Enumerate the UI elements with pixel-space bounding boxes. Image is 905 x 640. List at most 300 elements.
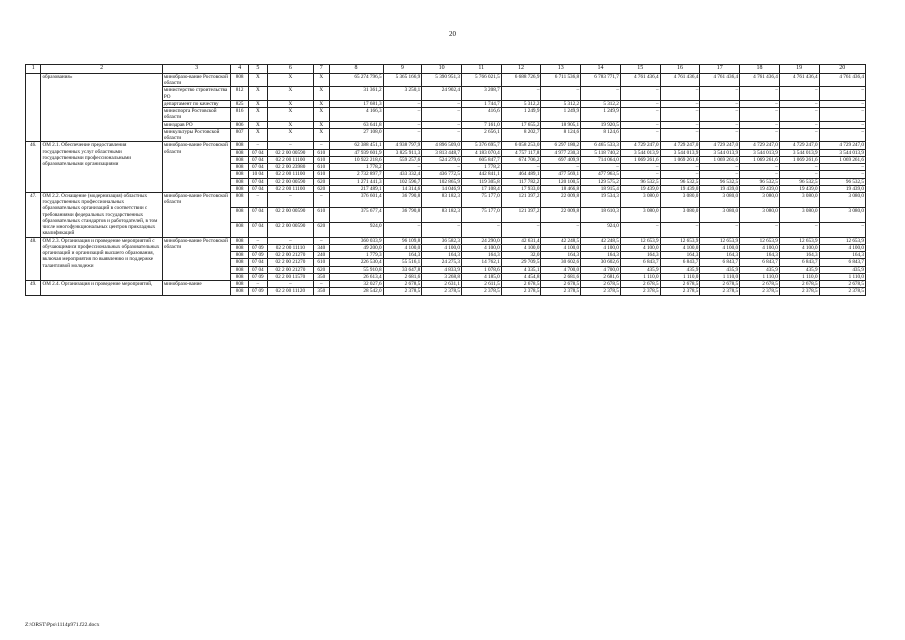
cell: 96 532,5 [779,178,819,185]
cell: 226 530,4 [329,259,383,266]
cell: 42 631,4 [501,237,541,244]
cell: 10 04 [248,171,267,178]
cell: – [248,237,267,244]
cell: 436 772,5 [422,171,462,178]
cell: 4 761 436,4 [740,74,780,87]
cell: – [819,128,865,141]
cell: 1 110,0 [660,273,700,280]
cell: 808 [231,252,249,259]
cell: 4 729 247,0 [819,142,865,149]
col-header: 16 [660,65,700,74]
cell: 4 729 247,0 [740,142,780,149]
cell: 1 249,9 [581,108,621,121]
cell: 477 569,1 [541,171,581,178]
cell: 2 656,1 [461,128,501,141]
cell: – [541,222,581,237]
cell: 121 397,2 [501,207,541,222]
cell: – [660,222,700,237]
cell: X [248,100,267,107]
cell: 1 779,3 [329,252,383,259]
cell: 6 783 771,7 [581,74,621,87]
cell: 5 312,2 [541,100,581,107]
cell: – [422,121,462,128]
cell: 164,3 [819,252,865,259]
cell: 55 910,8 [329,266,383,273]
cell: 610 [314,171,329,178]
cell: X [314,121,329,128]
cell: – [700,87,740,100]
executor: минобразо-вание Ростовской области [162,74,230,87]
col-header: 14 [581,65,621,74]
cell: 8 202,7 [501,128,541,141]
executor: минобразо-вание [162,281,230,295]
table-row [26,281,866,288]
cell: 714 064,0 [581,156,621,163]
executor: министерство строительства РО [162,87,230,100]
row-number: 49. [26,281,41,295]
cell: 435,9 [660,266,700,273]
cell: 2 378,5 [779,288,819,295]
cell: 4 100,0 [779,244,819,251]
measure-name: ОМ 2.3. Организация и проведение мероприятий с обучающимися профессиональных образовательных организаций и организаций высшего образования, включая мероприятия по выявлению и поддержке талантливой молодежи [41,237,162,280]
cell: 2 378,5 [461,288,501,295]
cell: – [660,171,700,178]
cell: X [267,100,313,107]
cell: 4 700,0 [581,266,621,273]
cell: 4 166,3 [329,108,383,121]
cell: – [422,164,462,171]
cell: – [740,100,780,107]
cell: 808 [231,142,249,149]
cell: 2 681,6 [383,273,422,280]
cell: 22 009,8 [541,207,581,222]
executor: миниспорта Ростовской области [162,108,230,121]
col-header: 18 [740,65,780,74]
cell: X [267,108,313,121]
cell: 96 532,5 [819,178,865,185]
cell: 2 678,5 [779,281,819,288]
cell: 07 04 [248,185,267,192]
cell: 18 466,8 [541,185,581,192]
cell: 4 185,0 [461,273,501,280]
cell: 22 009,8 [541,192,581,207]
cell: – [819,108,865,121]
cell: – [314,142,329,149]
cell: 30 602,6 [541,259,581,266]
cell: – [740,222,780,237]
cell: 808 [231,222,249,237]
cell: – [314,237,329,244]
cell: 30 602,6 [581,259,621,266]
cell: 697 409,9 [541,156,581,163]
cell: 610 [314,149,329,156]
cell: 164,3 [581,252,621,259]
cell: 350 [314,273,329,280]
cell: 2 611,5 [461,281,501,288]
cell: 42 248,5 [581,237,621,244]
cell: 07 04 [248,178,267,185]
cell: – [248,142,267,149]
cell: 4 729 247,0 [660,142,700,149]
cell: 6 843,7 [779,259,819,266]
cell: 825 [231,100,249,107]
cell: – [660,121,700,128]
cell: 49 200,0 [329,244,383,251]
col-header: 15 [620,65,660,74]
cell: 120 100,5 [541,178,581,185]
row-number: 48. [26,237,41,280]
executor: минобразо-вание Ростовской области [162,142,230,193]
cell: 350 [314,288,329,295]
cell: 07 04 [248,207,267,222]
cell: 12 653,9 [620,237,660,244]
table-row [26,237,866,244]
cell: 416,6 [461,108,501,121]
cell: – [740,128,780,141]
cell: 808 [231,259,249,266]
cell: – [819,121,865,128]
cell: 07 04 [248,149,267,156]
cell: X [248,121,267,128]
cell: 36 790,8 [383,207,422,222]
cell: 164,3 [461,252,501,259]
cell: 36 790,8 [383,192,422,207]
cell: 2 378,5 [422,288,462,295]
cell: 6 843,7 [660,259,700,266]
cell: – [620,164,660,171]
cell: 75 177,0 [461,192,501,207]
cell: 8 124,6 [581,128,621,141]
cell: 3 208,7 [461,87,501,100]
cell: 7 161,0 [461,121,501,128]
col-header: 8 [329,65,383,74]
cell: 610 [314,156,329,163]
table-row [26,192,866,207]
cell: 4 100,0 [620,244,660,251]
cell: 14 762,1 [461,259,501,266]
col-header: 17 [700,65,740,74]
cell: 2 378,5 [581,288,621,295]
cell: X [248,87,267,100]
cell: 02 2 00 00590 [267,222,313,237]
cell: 32 027,6 [329,281,383,288]
cell: – [620,121,660,128]
cell: 19 439,0 [779,185,819,192]
cell: 816 [231,108,249,121]
cell: – [700,108,740,121]
cell: – [267,237,313,244]
measure-name: ОМ 2.4. Организация и проведение мероприятий, [41,281,162,295]
cell: 4 100,0 [422,244,462,251]
cell: 1 778,2 [461,164,501,171]
cell: 3 080,0 [779,192,819,207]
cell: 442 841,1 [461,171,501,178]
cell: 6 843,7 [700,259,740,266]
cell: 4 896 509,0 [422,142,462,149]
cell: 19 439,0 [620,185,660,192]
cell: X [248,74,267,87]
cell: 808 [231,156,249,163]
cell: 1 069 261,6 [819,156,865,163]
cell: 31 361,2 [329,87,383,100]
cell: – [779,164,819,171]
cell: 12 653,9 [779,237,819,244]
cell: 610 [314,207,329,222]
cell: 4 100,0 [819,244,865,251]
cell: 75 177,0 [461,207,501,222]
cell: 07 04 [248,156,267,163]
cell: 164,3 [620,252,660,259]
cell: 360 033,9 [329,237,383,244]
cell: – [501,164,541,171]
cell: – [541,164,581,171]
cell: 1 069 261,6 [660,156,700,163]
cell: X [314,74,329,87]
cell: 8 124,6 [541,128,581,141]
cell: 164,3 [740,252,780,259]
cell: 6 711 536,8 [541,74,581,87]
cell: 3 080,0 [620,192,660,207]
cell: – [700,100,740,107]
cell: – [700,171,740,178]
cell: 1 249,9 [501,108,541,121]
cell: – [383,222,422,237]
cell: 2 378,5 [700,288,740,295]
cell: – [700,222,740,237]
cell: 924,0 [329,222,383,237]
cell: 2 378,5 [620,288,660,295]
cell: 1 069 261,6 [620,156,660,163]
cell: X [267,74,313,87]
cell: 164,3 [422,252,462,259]
col-header: 20 [819,65,865,74]
cell: – [779,128,819,141]
cell: – [267,281,313,288]
cell: 3 268,8 [422,273,462,280]
cell: 620 [314,222,329,237]
cell: 559 257,6 [383,156,422,163]
cell: 2 631,1 [422,281,462,288]
cell: 674 706,2 [501,156,541,163]
cell: – [660,100,700,107]
cell: 433 332,4 [383,171,422,178]
cell: – [620,100,660,107]
cell: – [422,128,462,141]
cell: 605 847,7 [461,156,501,163]
cell: 5 312,2 [581,100,621,107]
cell: 376 601,4 [329,192,383,207]
cell: – [700,164,740,171]
cell: 02 2 00 21270 [267,252,313,259]
cell: – [620,108,660,121]
cell: 17 655,2 [501,121,541,128]
cell: 19 439,0 [700,185,740,192]
cell: 17 108,4 [461,185,501,192]
cell: 24 290,0 [461,237,501,244]
col-header: 10 [422,65,462,74]
executor: минобразо-вание Ростовской области [162,237,230,280]
cell: 340 [314,244,329,251]
cell: – [620,128,660,141]
cell: 96 532,5 [620,178,660,185]
cell: 1 271 441,3 [329,178,383,185]
cell: 5 312,2 [501,100,541,107]
cell: 07 09 [248,288,267,295]
cell: 19 439,0 [819,185,865,192]
cell: 1 110,0 [819,273,865,280]
cell: X [314,87,329,100]
cell: 435,9 [740,266,780,273]
cell: 1 078,6 [461,266,501,273]
cell: 62 388 451,1 [329,142,383,149]
cell: 6 688 726,9 [501,74,541,87]
cell: – [541,87,581,100]
cell: 2 678,5 [541,281,581,288]
cell: 12 653,9 [700,237,740,244]
cell: 2 681,6 [541,273,581,280]
cell: 07 09 [248,252,267,259]
cell: 164,3 [541,252,581,259]
cell: 620 [314,266,329,273]
cell: 18 915,4 [581,185,621,192]
cell: – [383,128,422,141]
cell: 524 279,6 [422,156,462,163]
col-header: 4 [231,65,249,74]
cell: 620 [314,185,329,192]
cell: 07 04 [248,266,267,273]
executor: департамент по качеству [162,100,230,107]
cell: 164,3 [700,252,740,259]
cell: – [740,108,780,121]
cell: 5 365 166,9 [383,74,422,87]
cell: – [383,100,422,107]
cell: 18 905,1 [541,121,581,128]
cell: 4 761 436,4 [660,74,700,87]
cell: 2 378,5 [383,288,422,295]
cell: 121 397,2 [501,192,541,207]
cell: 24 902,4 [422,87,462,100]
col-header: 11 [461,65,501,74]
cell: 1 744,7 [461,100,501,107]
cell: – [248,281,267,288]
cell: – [779,108,819,121]
cell: 4 100,0 [461,244,501,251]
cell: 02 2 00 11120 [267,288,313,295]
cell: 1 778,2 [329,164,383,171]
cell: 217 489,1 [329,185,383,192]
cell: 435,9 [700,266,740,273]
col-header: 12 [501,65,541,74]
cell: 3 544 013,9 [660,149,700,156]
cell: 19 920,5 [581,121,621,128]
cell: – [461,222,501,237]
executor: минобразо-вание Ростовской области [162,192,230,237]
cell: 26 613,4 [329,273,383,280]
cell: 3 544 013,9 [819,149,865,156]
cell: 02 2 00 00590 [267,178,313,185]
cell: 4 761 436,4 [700,74,740,87]
cell: X [267,87,313,100]
cell: 4 335,1 [501,266,541,273]
cell: 808 [231,178,249,185]
cell: 808 [231,185,249,192]
cell: 55 516,1 [383,259,422,266]
cell: 17 681,3 [329,100,383,107]
col-header: 19 [779,65,819,74]
cell: 07 04 [248,222,267,237]
cell: 808 [231,281,249,288]
cell: – [581,87,621,100]
cell: – [314,192,329,207]
cell: – [740,164,780,171]
col-header: 5 [248,65,267,74]
cell: – [383,108,422,121]
cell: 3 080,0 [660,207,700,222]
col-header: 6 [267,65,313,74]
cell: 3 544 013,9 [740,149,780,156]
cell: – [700,128,740,141]
cell: – [620,171,660,178]
cell: 32,0 [501,252,541,259]
cell: 12 653,9 [819,237,865,244]
cell: 807 [231,128,249,141]
cell: 4 100,0 [383,244,422,251]
cell: 02 2 00 00590 [267,149,313,156]
cell: – [740,171,780,178]
cell: 02 2 00 11100 [267,171,313,178]
cell: 2 378,5 [501,288,541,295]
cell: 4 100,0 [581,244,621,251]
cell: 164,3 [660,252,700,259]
cell: 808 [231,266,249,273]
cell: 117 782,2 [501,178,541,185]
cell: 2 378,5 [541,288,581,295]
cell: 6 843,7 [819,259,865,266]
cell: 2 678,5 [740,281,780,288]
col-header: 3 [162,65,230,74]
cell: 102 865,9 [422,178,462,185]
cell: 4 454,8 [501,273,541,280]
cell: – [620,87,660,100]
cell: – [501,222,541,237]
cell: – [248,192,267,207]
cell: 3 080,0 [700,192,740,207]
cell: 3 080,0 [620,207,660,222]
executor: минздрав РО [162,121,230,128]
cell: 5 766 021,5 [461,74,501,87]
cell: 2 678,5 [501,281,541,288]
cell: 477 963,5 [581,171,621,178]
cell: 808 [231,273,249,280]
cell: – [819,222,865,237]
cell: 164,3 [779,252,819,259]
cell: 2 678,5 [700,281,740,288]
cell: 4 761 436,4 [779,74,819,87]
cell: 3 080,0 [740,192,780,207]
col-header: 13 [541,65,581,74]
cell: 2 378,5 [740,288,780,295]
cell: – [501,87,541,100]
row-number: 46. [26,142,41,193]
cell: 3 080,0 [819,207,865,222]
cell: X [314,128,329,141]
cell: 96 532,5 [660,178,700,185]
cell: 29 709,5 [501,259,541,266]
cell: 3 080,0 [660,192,700,207]
cell: 2 378,5 [819,288,865,295]
page-number: 20 [449,30,456,38]
cell: 2 678,5 [581,281,621,288]
